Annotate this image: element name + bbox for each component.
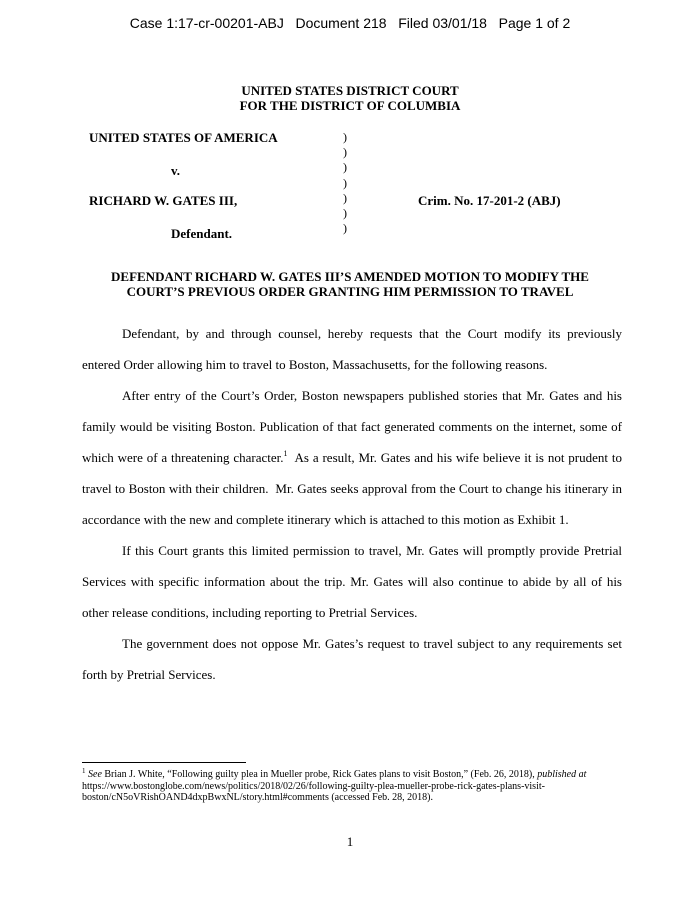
footnote-1 — [82, 769, 622, 804]
footnote-published-at: published at — [537, 769, 587, 780]
motion-title-line1: DEFENDANT RICHARD W. GATES III’S AMENDED MOTION TO MODIFY THE — [111, 269, 589, 284]
footnote-text-1: Brian J. White, “Following guilty plea in Mueller probe, Rick Gates plans to visit Boston,” (Feb. 26, 2018), — [101, 769, 538, 780]
paragraph-4: The government does not oppose Mr. Gates’s request to travel subject to any requirements set forth by Pretrial Services. — [82, 636, 622, 682]
footnote-reference: 1 — [283, 449, 288, 458]
footnote-divider — [82, 762, 246, 763]
footnote-text-2: https://www.bostonglobe.com/news/politics/2018/02/26/following-guilty-plea-mueller-probe-rick-gates-plans-visit-boston/cN5oVRishOAND4dxpBwxNL/story.html#comments (accessed Feb. 28, 2018). — [82, 780, 545, 803]
court-title — [0, 83, 700, 113]
versus-label: v. — [171, 163, 181, 178]
case-number: Crim. No. 17-201-2 (ABJ) — [418, 193, 561, 208]
defendant-name: RICHARD W. GATES III, — [89, 193, 238, 208]
paragraph-3: If this Court grants this limited permission to travel, Mr. Gates will promptly provide Pretrial Services with specific information about the trip. Mr. Gates will also continue to abide by all of his other release conditions, including reporting to Pretrial Services. — [82, 543, 622, 620]
paragraph-2-part2: As a result, Mr. Gates and his wife believe it is not prudent to travel to Boston with their children. Mr. Gates seeks approval from the Court to change his itinerary in accordance with the new and complete itinerary which is attached to this motion as Exhibit 1. — [82, 450, 626, 527]
footnote-number: 1 — [82, 767, 86, 775]
paragraph-2-part1: After entry of the Court’s Order, Boston newspapers published stories that Mr. Gates and his family would be visiting Boston. Publication of that fact generated comments on the internet, some of which were of a threatening character. — [82, 388, 622, 465]
defendant-label: Defendant. — [171, 226, 233, 241]
page-number: 1 — [346, 834, 354, 849]
court-title-line2: FOR THE DISTRICT OF COLUMBIA — [239, 98, 461, 113]
motion-title-line2: COURT’S PREVIOUS ORDER GRANTING HIM PERMISSION TO TRAVEL — [126, 284, 574, 299]
motion-title — [0, 269, 700, 299]
caption-parentheses: ) ) ) ) ) ) ) — [343, 130, 347, 236]
case-caption — [0, 130, 700, 240]
case-header-stamp: Case 1:17-cr-00201-ABJ Document 218 Filed 03/01/18 Page 1 of 2 — [129, 15, 571, 31]
court-title-line1: UNITED STATES DISTRICT COURT — [241, 83, 459, 98]
plaintiff-name: UNITED STATES OF AMERICA — [89, 130, 278, 145]
motion-body — [82, 318, 626, 690]
footnote-see: See — [88, 769, 102, 780]
paragraph-1: Defendant, by and through counsel, hereby requests that the Court modify its previously entered Order allowing him to travel to Boston, Massachusetts, for the following reasons. — [82, 326, 622, 372]
paragraph-2 — [82, 380, 626, 535]
